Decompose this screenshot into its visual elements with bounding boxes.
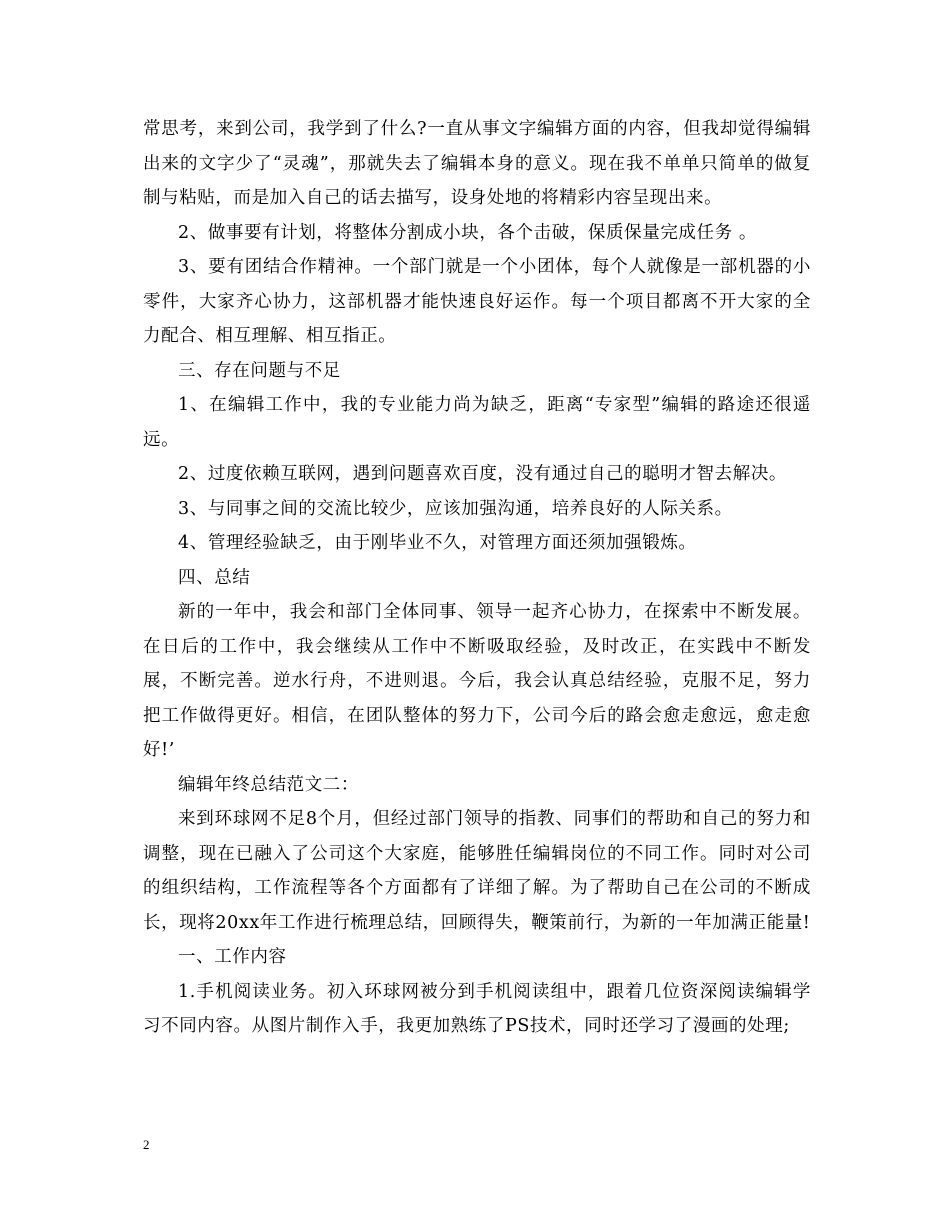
paragraph: 3、与同事之间的交流比较少，应该加强沟通，培养良好的人际关系。 bbox=[178, 498, 733, 519]
paragraph: 新的一年中，我会和部门全体同事、领导一起齐心协力，在探索中不断发展。在日后的工作中，我会继续从工作中不断吸取经验，及时改正，在实践中不断发展，不断完善。逆水行舟，不进则退。今后，我会认真总结经验，克服不足，努力把工作做得更好。相信，在团队整体的努力下，公司今后的路会愈走愈远，愈走愈好!’ bbox=[143, 602, 811, 760]
paragraph: 2、做事要有计划，将整体分割成小块，各个击破，保质保量完成任务 。 bbox=[178, 222, 757, 243]
section-heading: 四、总结 bbox=[178, 567, 251, 588]
paragraph: 1.手机阅读业务。初入环球网被分到手机阅读组中，跟着几位资深阅读编辑学习不同内容。从图片制作入手，我更加熟练了PS技术，同时还学习了漫画的处理; bbox=[143, 981, 811, 1036]
paragraph: 来到环球网不足8个月，但经过部门领导的指教、同事们的帮助和自己的努力和调整，现在已融入了公司这个大家庭，能够胜任编辑岗位的不同工作。同时对公司的组织结构，工作流程等各个方面都有了详细了解。为了帮助自己在公司的不断成长，现将20xx年工作进行梳理总结，回顾得失，鞭策前行，为新的一年加满正能量! bbox=[143, 809, 811, 933]
paragraph: 2、过度依赖互联网，遇到问题喜欢百度，没有通过自己的聪明才智去解决。 bbox=[178, 464, 788, 484]
paragraph: 4、管理经验缺乏，由于刚毕业不久，对管理方面还须加强锻炼。 bbox=[178, 533, 697, 553]
body-text bbox=[143, 112, 811, 1044]
subtitle: 编辑年终总结范文二： bbox=[178, 774, 359, 795]
paragraph: 3、要有团结合作精神。一个部门就是一个小团体，每个人就像是一部机器的小零件，大家齐心协力，这部机器才能快速良好运作。每一个项目都离不开大家的全力配合、相互理解、相互指正。 bbox=[143, 257, 811, 346]
section-heading: 一、工作内容 bbox=[178, 947, 287, 967]
paragraph: 常思考，来到公司，我学到了什么?一直从事文字编辑方面的内容，但我却觉得编辑出来的文字少了“灵魂”，那就失去了编辑本身的意义。现在我不单单只简单的做复制与粘贴，而是加入自己的话去描写，设身处地的将精彩内容呈现出来。 bbox=[143, 119, 811, 208]
page-number: 2 bbox=[143, 1137, 150, 1152]
paragraph: 1、在编辑工作中，我的专业能力尚为缺乏，距离“专家型”编辑的路途还很遥远。 bbox=[143, 395, 811, 450]
section-heading: 三、存在问题与不足 bbox=[178, 360, 341, 381]
